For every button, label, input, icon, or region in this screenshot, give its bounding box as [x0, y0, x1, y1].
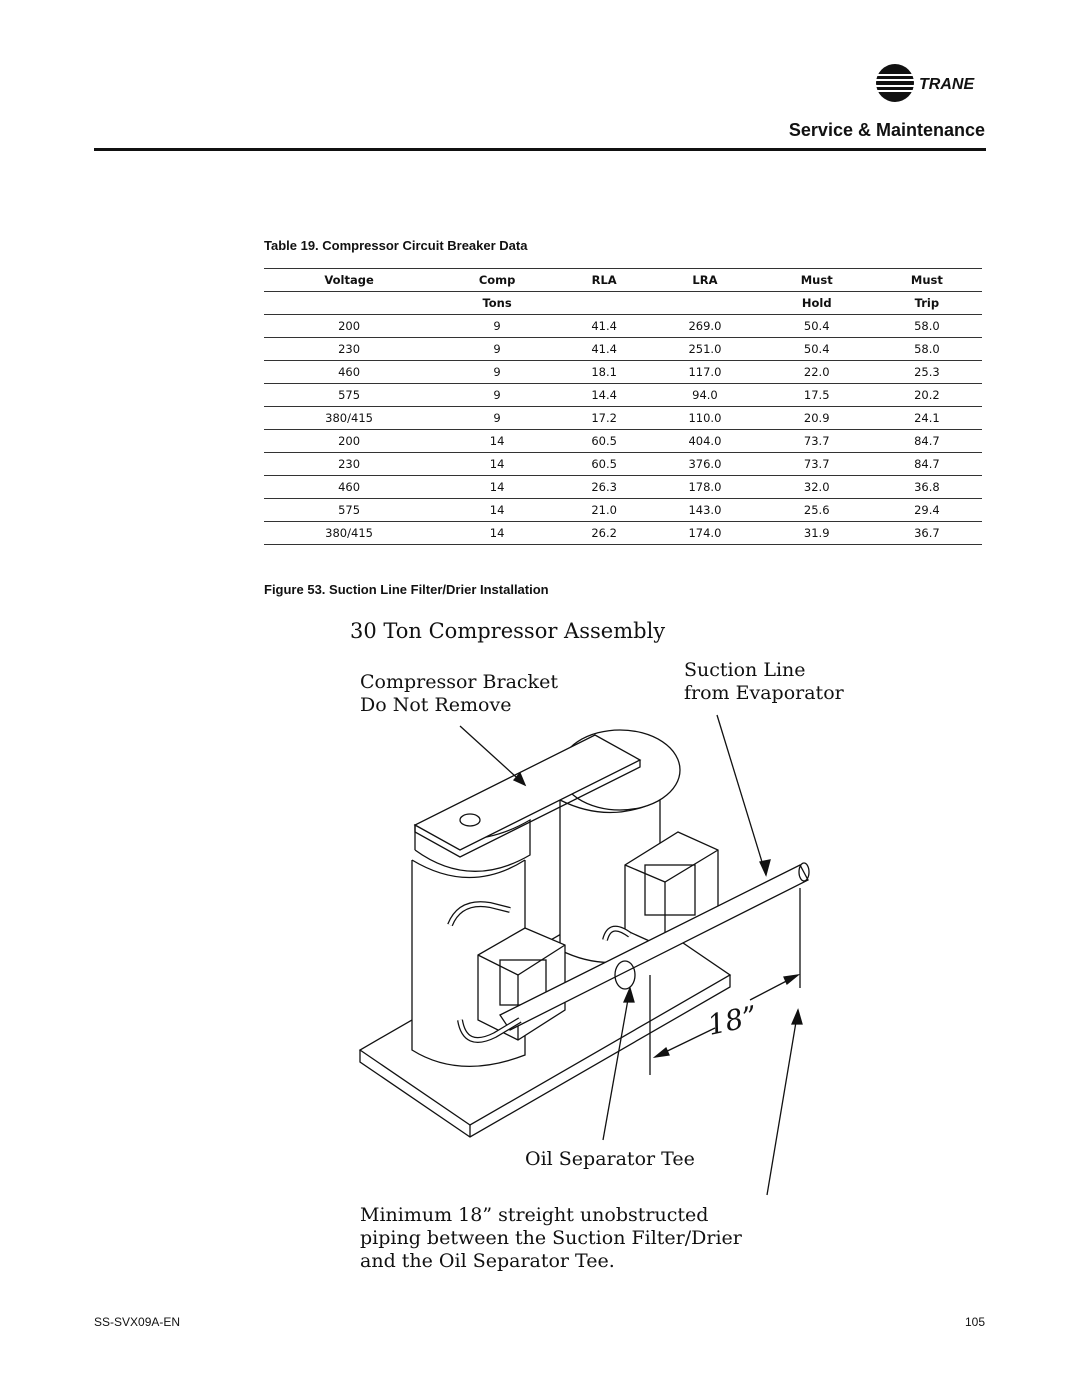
- table-cell: 230: [264, 338, 434, 361]
- table-row: [264, 407, 982, 430]
- table-cell: 117.0: [648, 361, 761, 384]
- drawing-title: 30 Ton Compressor Assembly: [350, 619, 666, 643]
- table-cell: 25.3: [872, 361, 982, 384]
- table-cell: 376.0: [648, 453, 761, 476]
- table-cell: 174.0: [648, 522, 761, 545]
- table-cell: 84.7: [872, 430, 982, 453]
- col-header: Tons: [434, 292, 560, 315]
- note-line1: Minimum 18” streight unobstructed: [360, 1204, 709, 1226]
- table-cell: 14.4: [560, 384, 648, 407]
- table-cell: 14: [434, 476, 560, 499]
- table-cell: 73.7: [762, 430, 872, 453]
- table-cell: 404.0: [648, 430, 761, 453]
- table-cell: 110.0: [648, 407, 761, 430]
- table-caption: Table 19. Compressor Circuit Breaker Data: [264, 238, 528, 253]
- table-cell: 251.0: [648, 338, 761, 361]
- table-row: [264, 338, 982, 361]
- table-cell: 84.7: [872, 453, 982, 476]
- table-cell: 20.2: [872, 384, 982, 407]
- table-cell: 17.2: [560, 407, 648, 430]
- table-cell: 41.4: [560, 315, 648, 338]
- table-cell: 29.4: [872, 499, 982, 522]
- table-cell: 575: [264, 499, 434, 522]
- col-header: Voltage: [264, 269, 434, 292]
- table-cell: 73.7: [762, 453, 872, 476]
- trane-logo: [875, 62, 995, 104]
- label-suction-line1: Suction Line: [684, 659, 806, 681]
- table-cell: 26.3: [560, 476, 648, 499]
- col-header: [648, 292, 761, 315]
- table-row: [264, 499, 982, 522]
- table-cell: 460: [264, 476, 434, 499]
- note-line2: piping between the Suction Filter/Drier: [360, 1227, 742, 1249]
- table-cell: 9: [434, 315, 560, 338]
- table-cell: 143.0: [648, 499, 761, 522]
- doc-id: SS-SVX09A-EN: [94, 1315, 181, 1329]
- table-row: [264, 361, 982, 384]
- table-row: [264, 430, 982, 453]
- table-cell: 41.4: [560, 338, 648, 361]
- table-cell: 9: [434, 361, 560, 384]
- col-header: Must: [762, 269, 872, 292]
- table-row: [264, 453, 982, 476]
- table-cell: 14: [434, 522, 560, 545]
- table-header-row: [264, 292, 982, 315]
- table-row: [264, 522, 982, 545]
- table-cell: 14: [434, 499, 560, 522]
- label-bracket-line1: Compressor Bracket: [360, 671, 558, 693]
- col-header: Must: [872, 269, 982, 292]
- table-cell: 22.0: [762, 361, 872, 384]
- table-cell: 14: [434, 453, 560, 476]
- table-cell: 50.4: [762, 315, 872, 338]
- table-cell: 230: [264, 453, 434, 476]
- table-cell: 9: [434, 384, 560, 407]
- table-cell: 14: [434, 430, 560, 453]
- page-number: 105: [964, 1315, 985, 1329]
- table-cell: 380/415: [264, 522, 434, 545]
- table-cell: 60.5: [560, 453, 648, 476]
- note-line3: and the Oil Separator Tee.: [360, 1250, 615, 1272]
- table-cell: 9: [434, 407, 560, 430]
- col-header: RLA: [560, 269, 648, 292]
- figure-caption: Figure 53. Suction Line Filter/Drier Installation: [264, 582, 549, 597]
- table-cell: 18.1: [560, 361, 648, 384]
- label-suction-line2: from Evaporator: [684, 682, 844, 704]
- breaker-data-table: [264, 268, 982, 545]
- table-cell: 20.9: [762, 407, 872, 430]
- table-cell: 32.0: [762, 476, 872, 499]
- table-row: [264, 315, 982, 338]
- table-cell: 58.0: [872, 338, 982, 361]
- table-cell: 269.0: [648, 315, 761, 338]
- table-cell: 575: [264, 384, 434, 407]
- table-cell: 24.1: [872, 407, 982, 430]
- dimension-label: 18”: [704, 999, 761, 1042]
- col-header: Hold: [762, 292, 872, 315]
- table-row: [264, 476, 982, 499]
- table-body: [264, 315, 982, 545]
- table-cell: 460: [264, 361, 434, 384]
- assembly-linework: [360, 730, 809, 1137]
- table-cell: 25.6: [762, 499, 872, 522]
- table-cell: 9: [434, 338, 560, 361]
- compressor-assembly-drawing: [320, 610, 940, 1290]
- table-cell: 94.0: [648, 384, 761, 407]
- table-cell: 36.7: [872, 522, 982, 545]
- table-cell: 200: [264, 430, 434, 453]
- label-bracket-line2: Do Not Remove: [360, 694, 512, 716]
- table-cell: 60.5: [560, 430, 648, 453]
- table-cell: 17.5: [762, 384, 872, 407]
- table-cell: 36.8: [872, 476, 982, 499]
- table-cell: 31.9: [762, 522, 872, 545]
- table-cell: 58.0: [872, 315, 982, 338]
- header-rule: [94, 148, 986, 151]
- table-cell: 26.2: [560, 522, 648, 545]
- table-row: [264, 384, 982, 407]
- table-cell: 50.4: [762, 338, 872, 361]
- table-cell: 200: [264, 315, 434, 338]
- col-header: LRA: [648, 269, 761, 292]
- table-cell: 21.0: [560, 499, 648, 522]
- col-header: [264, 292, 434, 315]
- brand-name: TRANE: [919, 76, 975, 93]
- table-cell: 178.0: [648, 476, 761, 499]
- col-header: Comp: [434, 269, 560, 292]
- section-title: Service & Maintenance: [788, 120, 985, 140]
- label-oil-tee: Oil Separator Tee: [525, 1148, 695, 1170]
- table-header-row: [264, 269, 982, 292]
- col-header: [560, 292, 648, 315]
- table-cell: 380/415: [264, 407, 434, 430]
- col-header: Trip: [872, 292, 982, 315]
